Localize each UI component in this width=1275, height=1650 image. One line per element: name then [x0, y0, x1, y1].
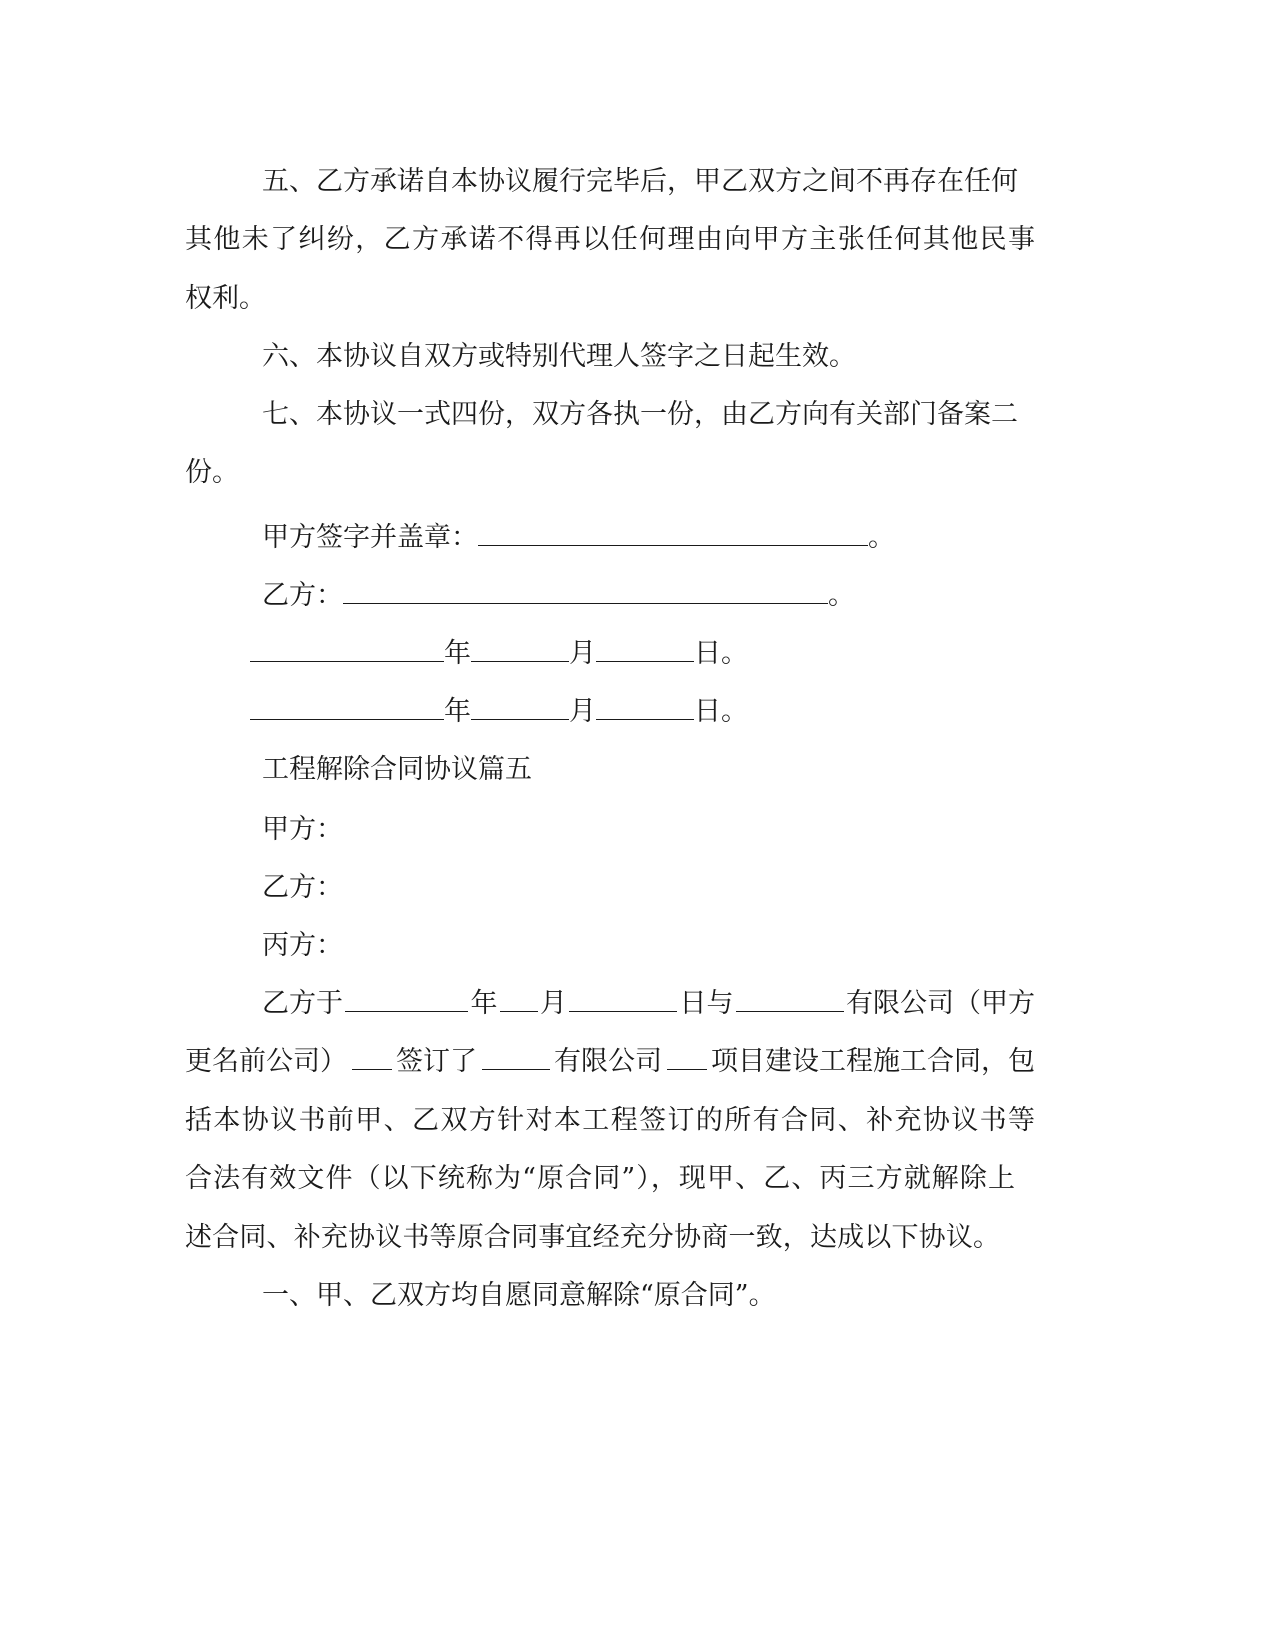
item-one: 一、甲、乙双方均自愿同意解除“原合同”。: [262, 1280, 776, 1311]
body-year-blank: [345, 985, 468, 1012]
date-2-year-blank: [250, 693, 444, 720]
date-1-year-blank: [250, 635, 444, 662]
party-c-label: 丙方：: [262, 930, 343, 961]
body-line-1-d: 日与: [679, 988, 734, 1019]
clause-five-line-1: 五、乙方承诺自本协议履行完毕后，甲乙双方之间不再存在任何: [262, 166, 1018, 197]
body-line-5: 述合同、补充协议书等原合同事宜经充分协商一致，达成以下协议。: [185, 1222, 1000, 1253]
date-line-1: [250, 634, 748, 674]
party-b-signature-end: 。: [828, 580, 855, 611]
date-2-year-label: 年: [444, 696, 471, 727]
party-b-signature-label: 乙方：: [262, 580, 343, 611]
body-line-3: 括本协议书前甲、乙双方针对本工程签订的所有合同、补充协议书等: [185, 1105, 1035, 1136]
body-company-blank: [736, 985, 844, 1012]
body-line-2-b: 签订了: [396, 1046, 477, 1077]
date-1-month-blank: [471, 635, 569, 662]
date-1-year-label: 年: [444, 638, 471, 669]
party-b-signature-blank: [343, 577, 828, 604]
body-blank-2a: [352, 1043, 392, 1070]
party-a-label: 甲方：: [262, 814, 343, 845]
section-title: 工程解除合同协议篇五: [262, 754, 532, 785]
party-a-signature-line: [262, 518, 895, 558]
clause-five-line-2: 其他未了纠纷，乙方承诺不得再以任何理由向甲方主张任何其他民事: [185, 224, 1035, 255]
body-line-2-a: 更名前公司）: [185, 1046, 347, 1077]
clause-seven-line-1: 七、本协议一式四份，双方各执一份，由乙方向有关部门备案二: [262, 399, 1018, 430]
body-line-1-e: 有限公司（甲方: [846, 988, 1035, 1019]
date-1-month-label: 月: [569, 638, 596, 669]
body-line-1-a: 乙方于: [262, 988, 343, 1019]
body-line-4: 合法有效文件（以下统称为“原合同”），现甲、乙、丙三方就解除上: [185, 1163, 1015, 1194]
date-1-day-label: 日。: [694, 638, 748, 669]
party-a-signature-end: 。: [868, 522, 895, 553]
date-2-month-label: 月: [569, 696, 596, 727]
party-a-signature-label: 甲方签字并盖章：: [262, 522, 478, 553]
date-1-day-blank: [596, 635, 694, 662]
party-a-signature-blank: [478, 519, 868, 546]
party-b-signature-line: [262, 576, 855, 616]
body-blank-2c: [667, 1043, 707, 1070]
clause-seven-line-2: 份。: [185, 457, 239, 488]
body-line-2: [185, 1042, 1035, 1082]
clause-six: 六、本协议自双方或特别代理人签字之日起生效。: [262, 341, 856, 372]
body-line-1-b: 年: [470, 988, 498, 1019]
body-month-blank: [500, 985, 538, 1012]
party-b-label: 乙方：: [262, 872, 343, 903]
body-day-blank: [569, 985, 677, 1012]
body-line-2-c: 有限公司: [554, 1046, 662, 1077]
date-line-2: [250, 692, 748, 732]
date-2-month-blank: [471, 693, 569, 720]
clause-five-line-3: 权利。: [185, 283, 266, 314]
body-line-2-d: 项目建设工程施工合同，包: [711, 1046, 1035, 1077]
body-line-1-c: 月: [540, 988, 567, 1019]
body-line-1: [262, 984, 1035, 1024]
date-2-day-blank: [596, 693, 694, 720]
body-blank-2b: [482, 1043, 550, 1070]
date-2-day-label: 日。: [694, 696, 748, 727]
